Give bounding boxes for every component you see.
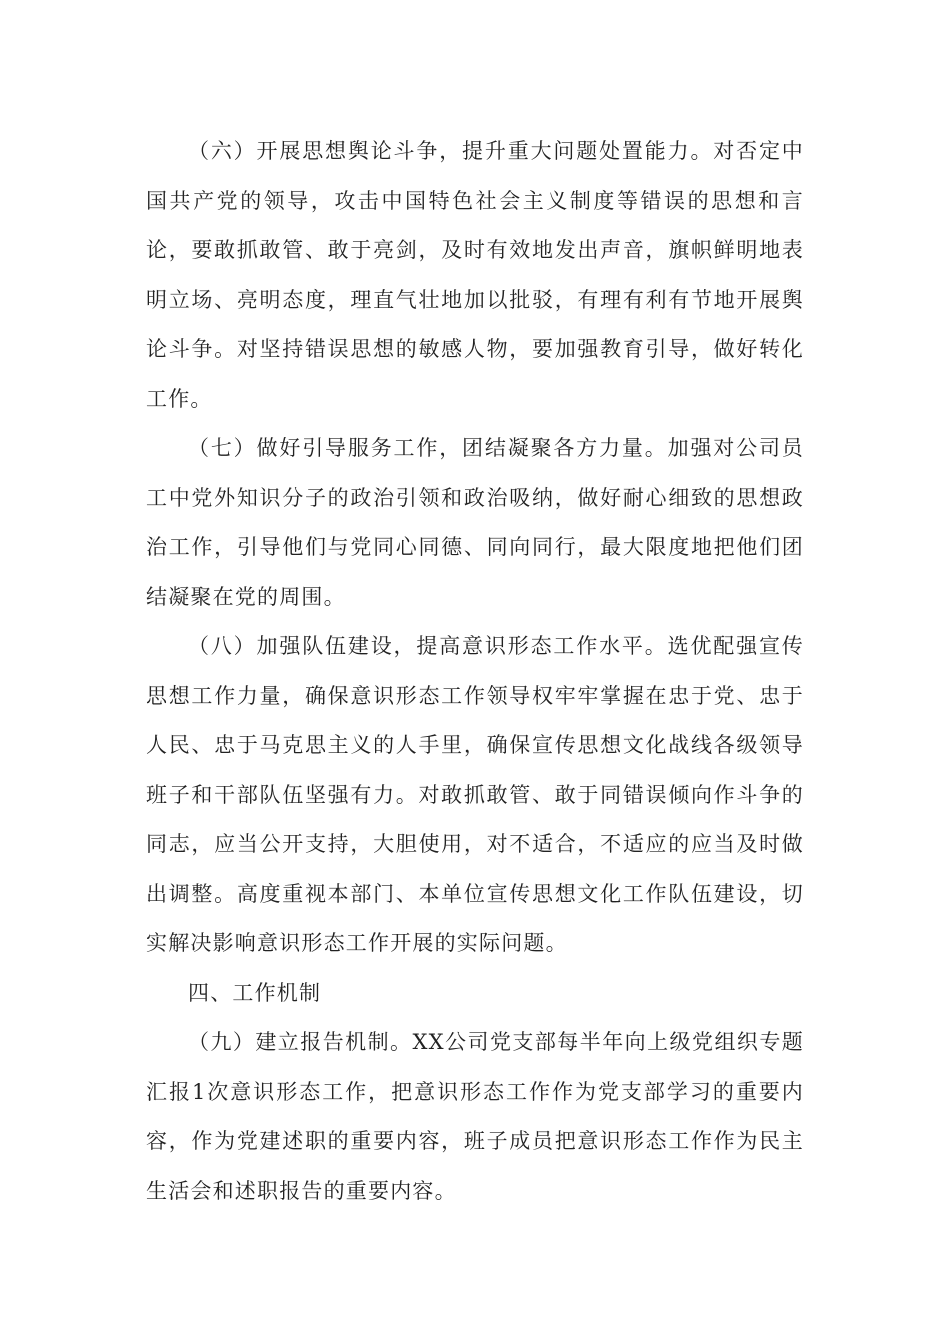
paragraph-nine: （九）建立报告机制。XX公司党支部每半年向上级党组织专题汇报1次意识形态工作，把意识形态工作作为党支部学习的重要内容，作为党建述职的重要内容，班子成员把意识形态工作作为民主生活会和述职报告的重要内容。 bbox=[146, 1030, 804, 1203]
section-heading: 四、工作机制 bbox=[188, 980, 322, 1005]
paragraph-eight: （八）加强队伍建设，提高意识形态工作水平。选优配强宣传思想工作力量，确保意识形态工作领导权牢牢掌握在忠于党、忠于人民、忠于马克思主义的人手里，确保宣传思想文化战线各级领导班子和干部队伍坚强有力。对敢抓敢管、敢于同错误倾向作斗争的同志，应当公开支持，大胆使用，对不适合，不适应的应当及时做出调整。高度重视本部门、本单位宣传思想文化工作队伍建设，切实解决影响意识形态工作开展的实际问题。 bbox=[146, 634, 804, 955]
paragraph-seven: （七）做好引导服务工作，团结凝聚各方力量。加强对公司员工中党外知识分子的政治引领和政治吸纳，做好耐心细致的思想政治工作，引导他们与党同心同德、同向同行，最大限度地把他们团结凝聚在党的周围。 bbox=[146, 436, 804, 609]
paragraph-six: （六）开展思想舆论斗争，提升重大问题处置能力。对否定中国共产党的领导，攻击中国特色社会主义制度等错误的思想和言论，要敢抓敢管、敢于亮剑，及时有效地发出声音，旗帜鲜明地表明立场、亮明态度，理直气壮地加以批驳，有理有利有节地开展舆论斗争。对坚持错误思想的敏感人物，要加强教育引导，做好转化工作。 bbox=[146, 139, 804, 411]
document-body bbox=[146, 127, 804, 1216]
